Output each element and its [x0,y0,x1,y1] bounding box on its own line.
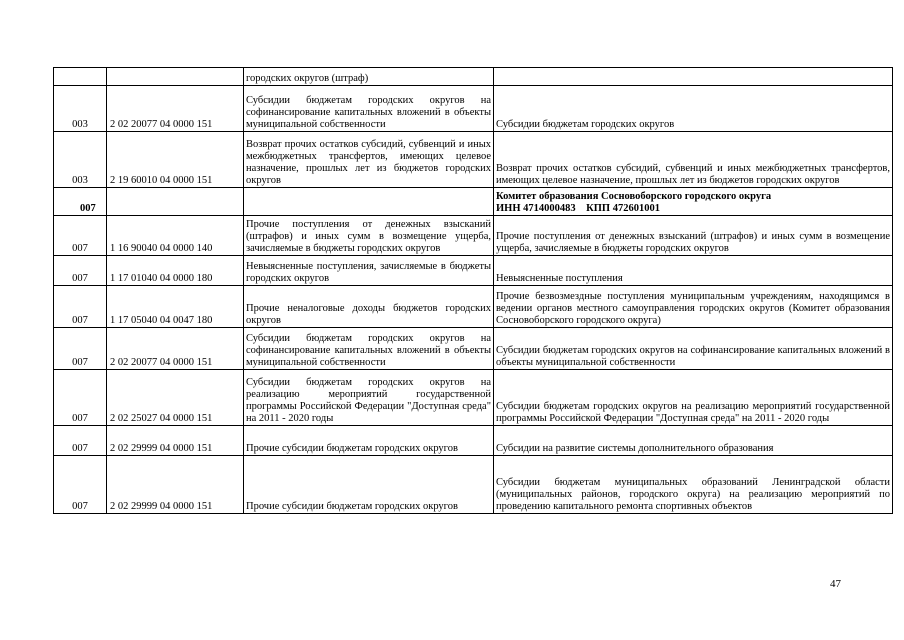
table-row [54,68,893,86]
admin-code-cell: 007 [54,256,107,286]
kbk-code-cell: 1 17 05040 04 0047 180 [107,286,244,328]
admin-code-cell: 003 [54,86,107,132]
kbk-code-cell: 2 02 29999 04 0000 151 [107,426,244,456]
income-note-cell: Субсидии бюджетам муниципальных образований Ленинградской области (муниципальных районов, городского округа) на реализацию мероприятий по проведению капитального ремонта спортивных объектов [494,456,893,514]
income-note-cell: Возврат прочих остатков субсидий, субвенций и иных межбюджетных трансфертов, имеющих целевое назначение, прошлых лет из бюджетов городских округов [494,132,893,188]
organization-name: Комитет образования Сосновоборского городского округа [496,191,772,202]
kbk-code-cell: 1 16 90040 04 0000 140 [107,216,244,256]
admin-code-cell: 007 [54,426,107,456]
income-note-cell: Субсидии бюджетам городских округов на софинансирование капитальных вложений в объекты муниципальной собственности [494,328,893,370]
table-row [54,86,893,132]
kbk-code-cell: 2 02 20077 04 0000 151 [107,328,244,370]
income-note-cell: Субсидии бюджетам городских округов на реализацию мероприятий государственной программы Российской Федерации "Доступная среда" на 2011 - 2020 годы [494,370,893,426]
table-row [54,456,893,514]
admin-code-cell: 007 [54,286,107,328]
income-description-cell: городских округов (штраф) [244,68,494,86]
income-note-cell: Прочие безвозмездные поступления муниципальным учреждениям, находящимся в ведении органов местного самоуправления городских округов (Комитет образования Сосновоборского городского округа) [494,286,893,328]
income-description-cell: Прочие поступления от денежных взысканий (штрафов) и иных сумм в возмещение ущерба, зачисляемые в бюджеты городских округов [244,216,494,256]
page-number: 47 [830,578,841,590]
admin-code-cell: 007 [54,188,107,216]
income-note-cell: Невыясненные поступления [494,256,893,286]
admin-code-cell: 007 [54,370,107,426]
income-description-cell: Субсидии бюджетам городских округов на софинансирование капитальных вложений в объекты муниципальной собственности [244,86,494,132]
kbk-code-cell: 2 19 60010 04 0000 151 [107,132,244,188]
income-note-cell [494,68,893,86]
table-row [54,188,893,216]
admin-code-cell: 007 [54,216,107,256]
kbk-code-cell: 1 17 01040 04 0000 180 [107,256,244,286]
organization-header-cell [494,188,893,216]
income-description-cell: Возврат прочих остатков субсидий, субвенций и иных межбюджетных трансфертов, имеющих целевое назначение, прошлых лет из бюджетов городских округов [244,132,494,188]
table-row [54,256,893,286]
table-row [54,328,893,370]
income-note-cell: Субсидии на развитие системы дополнительного образования [494,426,893,456]
income-description-cell: Прочие субсидии бюджетам городских округов [244,456,494,514]
admin-code-cell: 007 [54,456,107,514]
organization-inn-kpp: ИНН 4714000483 КПП 472601001 [496,203,660,214]
kbk-code-cell: 2 02 25027 04 0000 151 [107,370,244,426]
kbk-code-cell [107,188,244,216]
admin-code-cell: 007 [54,328,107,370]
admin-code-cell: 003 [54,132,107,188]
income-description-cell: Прочие субсидии бюджетам городских округов [244,426,494,456]
income-note-cell: Субсидии бюджетам городских округов [494,86,893,132]
income-description-cell: Невыясненные поступления, зачисляемые в бюджеты городских округов [244,256,494,286]
income-description-cell [244,188,494,216]
table-row [54,286,893,328]
table-row [54,370,893,426]
admin-code-cell [54,68,107,86]
income-description-cell: Субсидии бюджетам городских округов на софинансирование капитальных вложений в объекты муниципальной собственности [244,328,494,370]
table-row [54,216,893,256]
kbk-code-cell: 2 02 29999 04 0000 151 [107,456,244,514]
kbk-code-cell: 2 02 20077 04 0000 151 [107,86,244,132]
income-description-cell: Прочие неналоговые доходы бюджетов городских округов [244,286,494,328]
kbk-code-cell [107,68,244,86]
income-description-cell: Субсидии бюджетам городских округов на реализацию мероприятий государственной программы Российской Федерации "Доступная среда" на 2011 - 2020 годы [244,370,494,426]
budget-codes-table [53,67,893,514]
income-note-cell: Прочие поступления от денежных взысканий (штрафов) и иных сумм в возмещение ущерба, зачисляемые в бюджеты городских округов [494,216,893,256]
table-row [54,132,893,188]
table-row [54,426,893,456]
